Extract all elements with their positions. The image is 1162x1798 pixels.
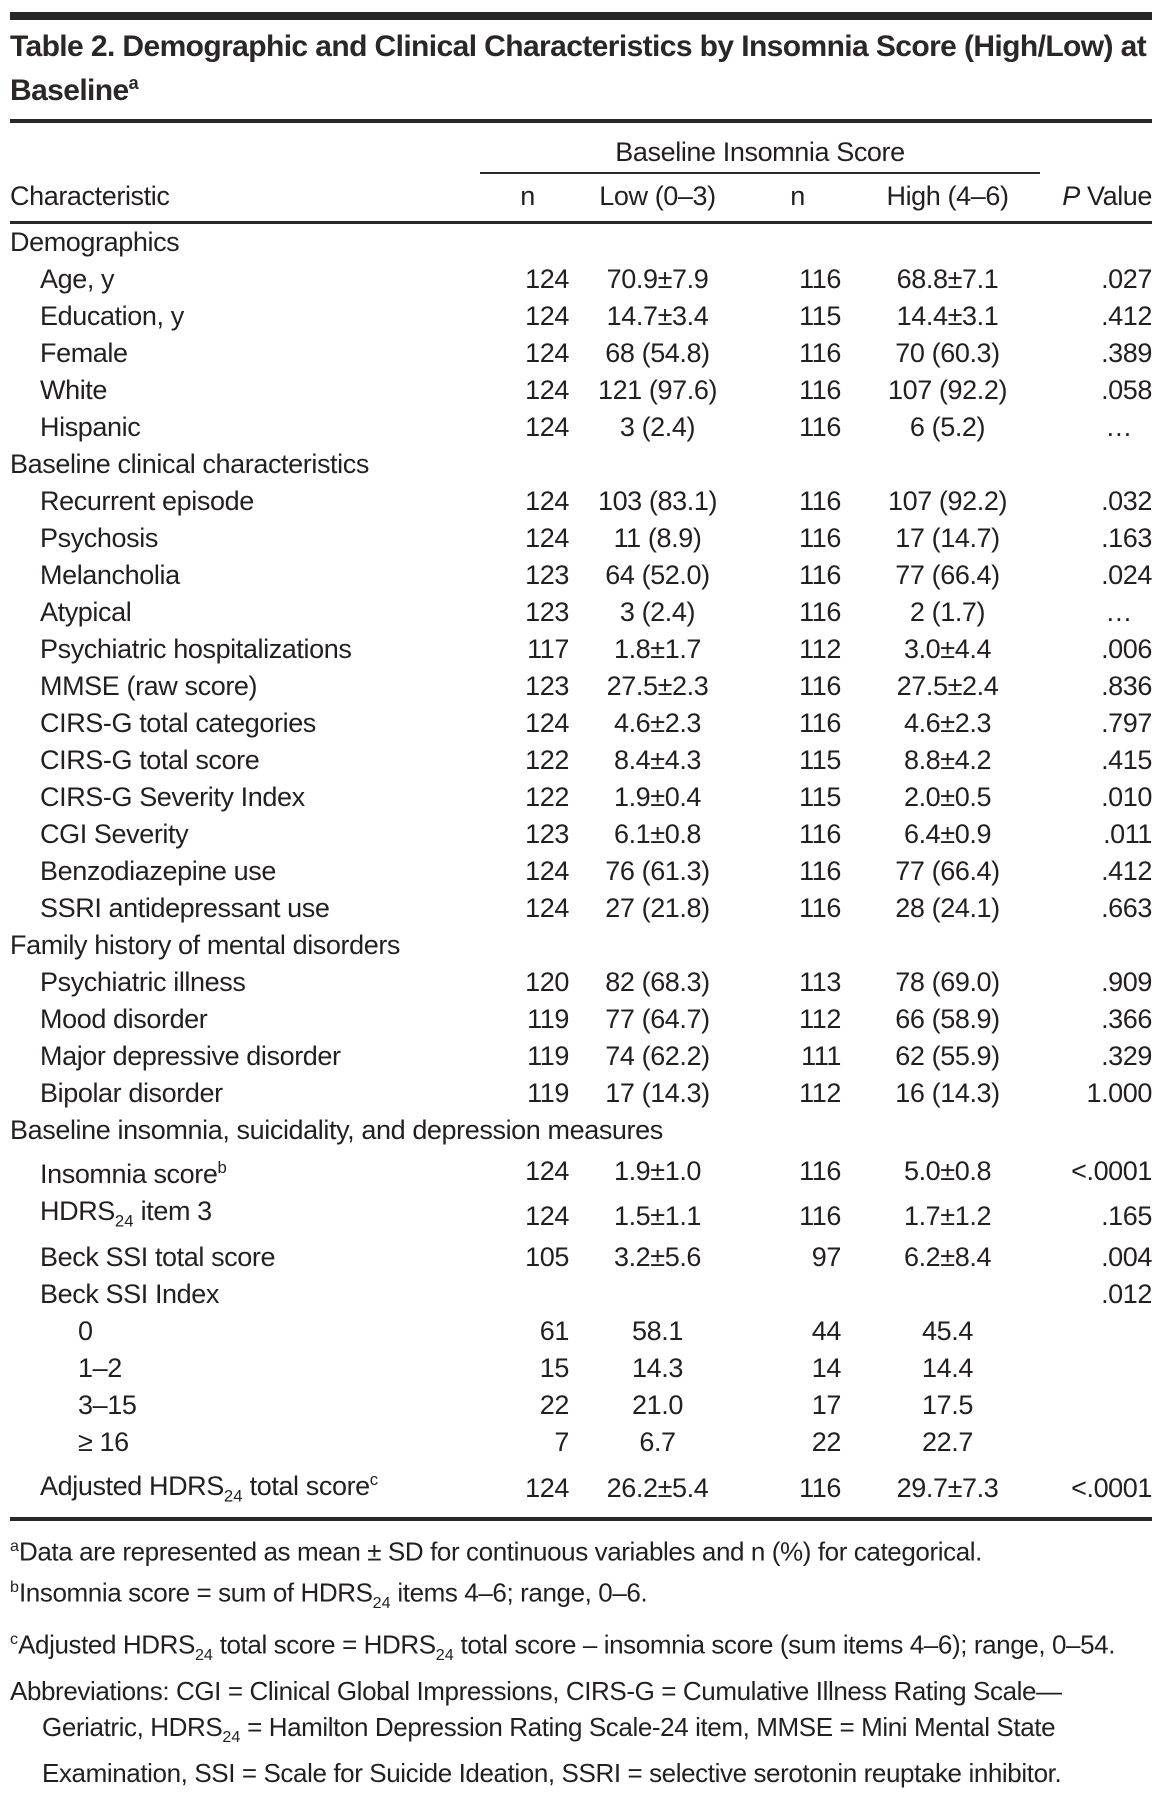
col-header-p-value <box>1040 173 1152 223</box>
cell-n-high: 14 <box>811 1353 841 1384</box>
cell-n-high: 116 <box>799 412 841 442</box>
cell-p-value: .663 <box>1101 893 1153 923</box>
row-label: Atypical <box>40 597 132 627</box>
cell-p-value: .012 <box>1101 1279 1153 1310</box>
cell-p-value: .909 <box>1101 967 1153 997</box>
table-row <box>10 1001 1152 1038</box>
cell-high: 22.7 <box>922 1427 973 1458</box>
cell-p-value <box>1040 1387 1152 1424</box>
cell-n-high: 112 <box>799 1078 841 1108</box>
cell-low: 76 (61.3) <box>605 856 710 886</box>
row-label: CGI Severity <box>40 819 189 849</box>
cell-n-low: 61 <box>539 1316 569 1347</box>
cell-n-low: 124 <box>525 856 569 886</box>
cell-n-low: 22 <box>539 1390 569 1421</box>
row-label: Adjusted $HDRS_{24}$ total score$^c$ <box>40 1470 379 1506</box>
table-row <box>10 1424 1152 1461</box>
abbreviations-note: Abbreviations: CGI = Clinical Global Impressions, CIRS-G = Cumulative Illness Rating Scale—Geriatric, $HDRS_{24}$ = Hamilton Depression Rating Scale-24 item, MMSE = Mini Mental State Examination, SSI = Scale for Suicide Ideation, SSRI = selective serotonin reuptake inhibitor. <box>10 1676 1062 1789</box>
characteristics-table <box>10 127 1152 1515</box>
cell-low: 17 (14.3) <box>605 1078 710 1108</box>
cell-n-high: 112 <box>799 1004 841 1034</box>
cell-p-value <box>1040 1424 1152 1461</box>
spanner-row <box>10 127 1152 173</box>
cell-high: 6.4±0.9 <box>903 819 992 849</box>
row-label: MMSE (raw score) <box>40 671 258 701</box>
row-label: Bipolar disorder <box>40 1078 223 1108</box>
cell-p-value: .389 <box>1101 338 1153 368</box>
row-label: Recurrent episode <box>40 486 254 516</box>
section-row <box>10 446 1152 483</box>
cell-n-low: 123 <box>525 560 569 590</box>
cell-p-value: .329 <box>1101 1041 1153 1071</box>
cell-n-high: 44 <box>811 1316 841 1347</box>
row-label: Major depressive disorder <box>40 1041 341 1071</box>
cell-n-high: 112 <box>799 634 841 664</box>
cell-n-high: 116 <box>799 708 841 738</box>
table-row <box>10 668 1152 705</box>
cell-n-high: 116 <box>799 1472 841 1503</box>
cell-n-low: 119 <box>527 1078 569 1108</box>
spanner-blank-right <box>1040 127 1152 173</box>
row-label: Female <box>40 338 128 368</box>
cell-high: 77 (66.4) <box>895 856 1000 886</box>
row-label: Education, y <box>40 301 184 331</box>
cell-p-value: .004 <box>1101 1242 1153 1273</box>
cell-n-low: 124 <box>525 301 569 331</box>
table-row <box>10 594 1152 631</box>
cell-n-low: 124 <box>525 486 569 516</box>
cell-n-high: 116 <box>799 819 841 849</box>
col-header-characteristic: Characteristic <box>10 173 480 223</box>
table-title-footnote-marker: a <box>128 73 139 93</box>
table-row <box>10 890 1152 927</box>
cell-p-value <box>1040 1350 1152 1387</box>
cell-n-high: 111 <box>801 1041 841 1071</box>
cell-low: 58.1 <box>632 1316 683 1347</box>
table-row <box>10 1149 1152 1193</box>
table-row <box>10 520 1152 557</box>
cell-high: 107 (92.2) <box>887 375 1008 405</box>
cell-p-value: .797 <box>1101 708 1153 738</box>
cell-n-high: 116 <box>799 486 841 516</box>
cell-low: 27 (21.8) <box>605 893 710 923</box>
cell-low: 26.2±5.4 <box>606 1472 709 1503</box>
cell-n-high: 116 <box>799 671 841 701</box>
table-row <box>10 742 1152 779</box>
cell-n-high: 115 <box>799 301 841 331</box>
table-row <box>10 1313 1152 1350</box>
cell-low: 14.3 <box>632 1353 683 1384</box>
cell-n-low: 123 <box>525 671 569 701</box>
cell-n-high: 116 <box>799 338 841 368</box>
spanner-header: Baseline Insomnia Score <box>480 127 1040 173</box>
cell-high: 2.0±0.5 <box>903 782 992 812</box>
row-label: Beck SSI total score <box>40 1242 276 1273</box>
cell-low: 14.7±3.4 <box>606 301 709 331</box>
section-row <box>10 223 1152 262</box>
cell-p-value: .027 <box>1101 264 1153 294</box>
cell-n-high: 22 <box>811 1427 841 1458</box>
cell-n-high: 116 <box>799 523 841 553</box>
cell-low: 3.2±5.6 <box>613 1242 702 1273</box>
cell-high: 6 (5.2) <box>909 412 986 442</box>
cell-high: 6.2±8.4 <box>903 1242 992 1273</box>
section-row <box>10 927 1152 964</box>
cell-low: 103 (83.1) <box>597 486 718 516</box>
cell-p-value: .165 <box>1101 1200 1153 1231</box>
cell-high: 70 (60.3) <box>895 338 1000 368</box>
cell-p-value: 1.000 <box>1086 1078 1153 1108</box>
cell-p-value: .412 <box>1101 301 1153 331</box>
cell-p-value <box>1040 1313 1152 1350</box>
cell-high: 62 (55.9) <box>895 1041 1000 1071</box>
footnote-c: $^c$Adjusted $HDRS_{24}$ total score = $HDRS_{24}$ total score – insomnia score (sum items 4–6); range, 0–54. <box>10 1629 1116 1665</box>
cell-low: 21.0 <box>632 1390 683 1421</box>
cell-p-value: .032 <box>1101 486 1153 516</box>
cell-n-high: 116 <box>799 893 841 923</box>
cell-low: 27.5±2.3 <box>606 671 709 701</box>
cell-n-high: 113 <box>799 967 841 997</box>
table-row <box>10 1276 1152 1313</box>
table-row <box>10 335 1152 372</box>
cell-high: 66 (58.9) <box>895 1004 1000 1034</box>
cell-low: 1.9±1.0 <box>613 1155 702 1186</box>
cell-n-high: 115 <box>799 782 841 812</box>
table-title-text: Table 2. Demographic and Clinical Characteristics by Insomnia Score (High/Low) at Baseline <box>10 30 1147 107</box>
cell-high: 28 (24.1) <box>895 893 1000 923</box>
cell-low: 64 (52.0) <box>605 560 710 590</box>
section-label: Baseline insomnia, suicidality, and depression measures <box>10 1115 663 1145</box>
cell-high: 17.5 <box>922 1390 973 1421</box>
row-label: 0 <box>78 1316 93 1347</box>
footnote-a: $^a$Data are represented as mean ± SD for continuous variables and n (%) for categorical. <box>10 1536 982 1567</box>
cell-high: 107 (92.2) <box>887 486 1008 516</box>
cell-n-high: 116 <box>799 264 841 294</box>
column-header-row <box>10 173 1152 223</box>
table-row <box>10 705 1152 742</box>
cell-n-low: 124 <box>525 264 569 294</box>
table-row <box>10 1075 1152 1112</box>
cell-p-value: .024 <box>1101 560 1153 590</box>
cell-n-low: 117 <box>527 634 569 664</box>
row-label: 3–15 <box>78 1390 137 1421</box>
cell-low: 74 (62.2) <box>605 1041 710 1071</box>
cell-n-low: 120 <box>525 967 569 997</box>
cell-high: 77 (66.4) <box>895 560 1000 590</box>
cell-n-low: 119 <box>527 1041 569 1071</box>
cell-n-high: 116 <box>799 375 841 405</box>
cell-n-low: 119 <box>527 1004 569 1034</box>
cell-n-low: 124 <box>525 893 569 923</box>
cell-high: 2 (1.7) <box>909 597 986 627</box>
cell-high: 16 (14.3) <box>895 1078 1000 1108</box>
table-row <box>10 1350 1152 1387</box>
table-row <box>10 1387 1152 1424</box>
cell-p-value: .366 <box>1101 1004 1153 1034</box>
cell-high: 17 (14.7) <box>895 523 1000 553</box>
col-header-n-high: n <box>740 173 855 223</box>
table-row <box>10 261 1152 298</box>
cell-p-value: .163 <box>1101 523 1153 553</box>
cell-high: 14.4 <box>922 1353 973 1384</box>
cell-n-low: 124 <box>525 412 569 442</box>
cell-high: 78 (69.0) <box>895 967 1000 997</box>
cell-low: 82 (68.3) <box>605 967 710 997</box>
cell-n-low: 124 <box>525 1155 569 1186</box>
cell-high: 8.8±4.2 <box>903 745 992 775</box>
cell-n-low: 7 <box>554 1427 569 1458</box>
cell-high: 1.7±1.2 <box>903 1200 992 1231</box>
top-rule <box>10 12 1152 20</box>
cell-low: 1.5±1.1 <box>613 1200 702 1231</box>
cell-n-low: 124 <box>525 708 569 738</box>
cell-n-high: 17 <box>811 1390 841 1421</box>
cell-n-high <box>740 1276 855 1313</box>
cell-p-value: <.0001 <box>1071 1155 1153 1186</box>
cell-n-high: 97 <box>811 1242 841 1273</box>
row-label: Hispanic <box>40 412 141 442</box>
cell-high: 45.4 <box>922 1316 973 1347</box>
cell-n-high: 116 <box>799 597 841 627</box>
cell-p-value: .011 <box>1103 819 1153 849</box>
section-label: Baseline clinical characteristics <box>10 449 369 479</box>
footnote-b: $^b$Insomnia score = sum of $HDRS_{24}$ items 4–6; range, 0–6. <box>10 1578 648 1613</box>
row-label: 1–2 <box>78 1353 122 1384</box>
cell-p-value: .836 <box>1101 671 1153 701</box>
row-label: White <box>40 375 108 405</box>
row-label: ≥ 16 <box>78 1427 129 1458</box>
cell-n-low <box>480 1276 575 1313</box>
row-label: Benzodiazepine use <box>40 856 276 886</box>
p-rest: Value <box>1079 180 1153 211</box>
row-label: Psychiatric hospitalizations <box>40 634 352 664</box>
row-label: CIRS-G Severity Index <box>40 782 305 812</box>
cell-p-value: .412 <box>1101 856 1153 886</box>
cell-high: 27.5±2.4 <box>896 671 999 701</box>
table-row <box>10 631 1152 668</box>
cell-n-low: 124 <box>525 338 569 368</box>
section-row <box>10 1112 1152 1149</box>
cell-n-low: 122 <box>525 782 569 812</box>
cell-p-value: .058 <box>1101 375 1153 405</box>
cell-p-value: .415 <box>1101 745 1153 775</box>
table-row <box>10 779 1152 816</box>
table-title <box>10 28 1152 109</box>
cell-p-value: .006 <box>1101 634 1153 664</box>
spanner-blank-left <box>10 127 480 173</box>
footnotes <box>10 1528 1152 1792</box>
cell-high: 5.0±0.8 <box>903 1155 992 1186</box>
cell-p-value: … <box>1105 412 1133 442</box>
cell-n-low: 105 <box>525 1242 569 1273</box>
col-header-high: High (4–6) <box>855 173 1040 223</box>
row-label: CIRS-G total categories <box>40 708 316 738</box>
cell-high <box>855 1276 1040 1313</box>
cell-low: 1.8±1.7 <box>613 634 702 664</box>
col-header-n-low: n <box>480 173 575 223</box>
cell-low: 6.1±0.8 <box>613 819 702 849</box>
cell-n-low: 124 <box>525 1472 569 1503</box>
cell-n-high: 116 <box>799 560 841 590</box>
row-label: Psychosis <box>40 523 158 553</box>
section-label: Family history of mental disorders <box>10 930 401 960</box>
table-row <box>10 557 1152 594</box>
cell-n-low: 124 <box>525 375 569 405</box>
row-label: Beck SSI Index <box>40 1279 219 1310</box>
cell-p-value: … <box>1105 597 1133 627</box>
cell-high: 14.4±3.1 <box>896 301 999 331</box>
table-row <box>10 298 1152 335</box>
cell-low: 121 (97.6) <box>597 375 718 405</box>
cell-low: 1.9±0.4 <box>613 782 702 812</box>
cell-p-value: <.0001 <box>1071 1472 1153 1503</box>
cell-n-low: 124 <box>525 523 569 553</box>
table-row <box>10 964 1152 1001</box>
cell-high: 4.6±2.3 <box>903 708 992 738</box>
cell-n-low: 123 <box>525 819 569 849</box>
cell-n-low: 122 <box>525 745 569 775</box>
cell-p-value: .010 <box>1101 782 1153 812</box>
cell-n-low: 124 <box>525 1200 569 1231</box>
table-row <box>10 1239 1152 1276</box>
cell-high: 29.7±7.3 <box>896 1472 999 1503</box>
cell-low: 70.9±7.9 <box>606 264 709 294</box>
section-label: Demographics <box>10 227 180 257</box>
row-label: CIRS-G total score <box>40 745 260 775</box>
table-row <box>10 1193 1152 1239</box>
table-row <box>10 853 1152 890</box>
cell-n-high: 116 <box>799 856 841 886</box>
cell-n-high: 116 <box>799 1200 841 1231</box>
table-bottom-rule <box>10 1517 1152 1521</box>
table-row <box>10 409 1152 446</box>
cell-n-low: 123 <box>525 597 569 627</box>
cell-n-low: 15 <box>539 1353 569 1384</box>
row-label: Mood disorder <box>40 1004 208 1034</box>
cell-low: 3 (2.4) <box>619 412 696 442</box>
p-italic: P <box>1062 180 1080 211</box>
title-rule <box>10 119 1152 123</box>
cell-n-high: 116 <box>799 1155 841 1186</box>
row-label: Melancholia <box>40 560 180 590</box>
table-row <box>10 1461 1152 1514</box>
cell-high: 3.0±4.4 <box>903 634 992 664</box>
cell-low: 11 (8.9) <box>613 523 702 553</box>
cell-low: 8.4±4.3 <box>613 745 702 775</box>
cell-n-high: 115 <box>799 745 841 775</box>
table-row <box>10 816 1152 853</box>
cell-low: 6.7 <box>639 1427 676 1458</box>
cell-high: 68.8±7.1 <box>896 264 999 294</box>
cell-low: 77 (64.7) <box>605 1004 710 1034</box>
row-label: SSRI antidepressant use <box>40 893 330 923</box>
col-header-low: Low (0–3) <box>575 173 740 223</box>
table-row <box>10 372 1152 409</box>
table-row <box>10 1038 1152 1075</box>
cell-low <box>575 1276 740 1313</box>
row-label: Psychiatric illness <box>40 967 246 997</box>
cell-low: 4.6±2.3 <box>613 708 702 738</box>
row-label: Age, y <box>40 264 115 294</box>
cell-low: 68 (54.8) <box>605 338 710 368</box>
row-label: Insomnia score$^b$ <box>40 1158 227 1189</box>
cell-low: 3 (2.4) <box>619 597 696 627</box>
table-row <box>10 483 1152 520</box>
row-label: $HDRS_{24}$ item 3 <box>40 1196 212 1231</box>
